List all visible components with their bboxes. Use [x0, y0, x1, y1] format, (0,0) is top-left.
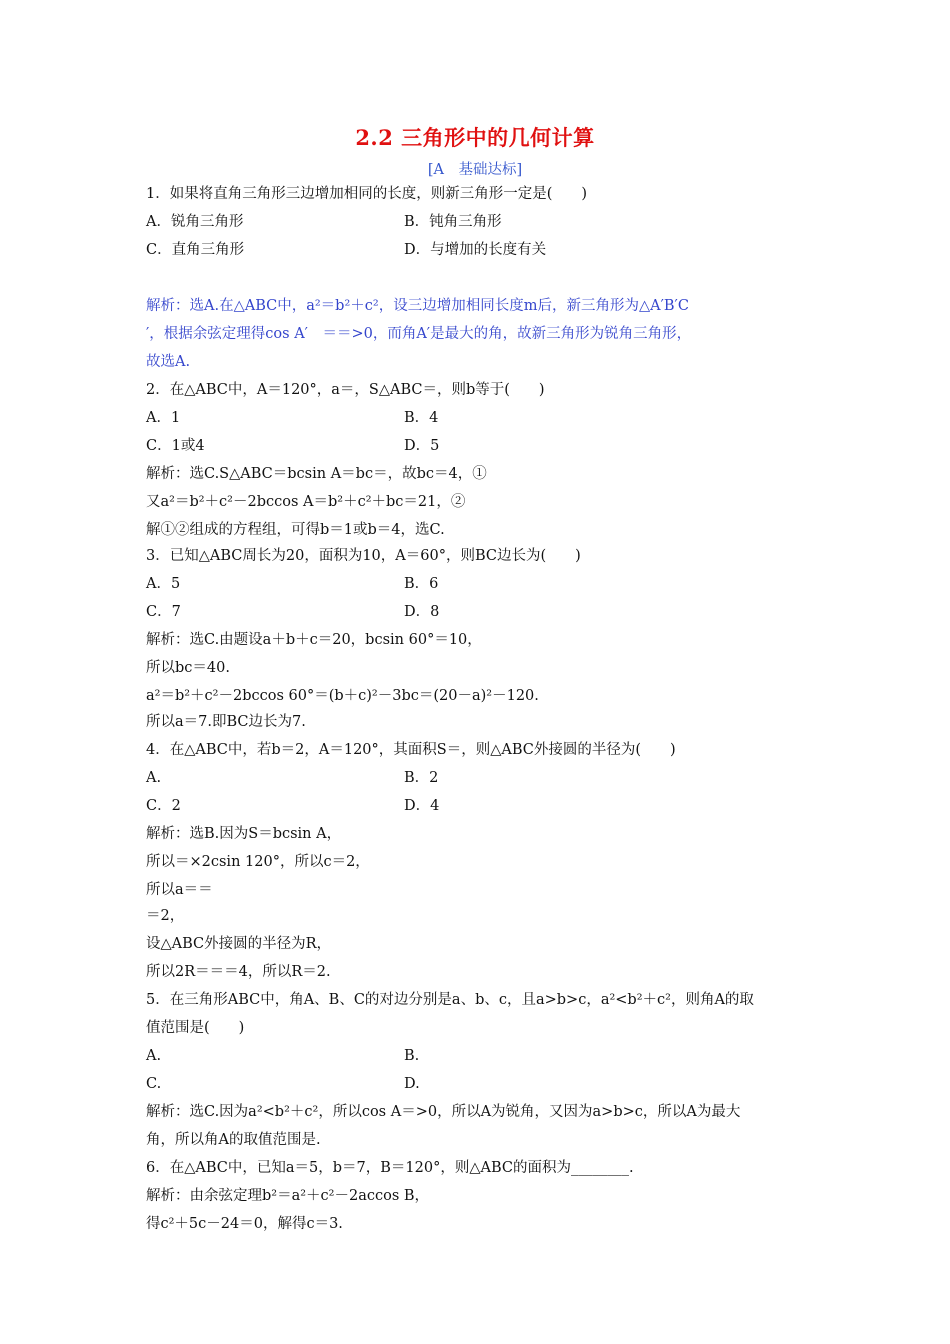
text-line: 解析：选C.因为a²<b²＋c²，所以cos A＝>0，所以A为锐角，又因为a>b>c，所以A为最大 — [146, 1104, 741, 1120]
text-line: 所以bc＝40. — [146, 660, 230, 676]
text-line: 3．已知△ABC周长为20，面积为10，A＝60°，则BC边长为( ) — [146, 548, 581, 564]
choice-option: C．2 — [146, 798, 181, 814]
text-line: 所以a＝7.即BC边长为7. — [146, 714, 306, 730]
text-line: 所以2R＝＝＝4，所以R＝2. — [146, 964, 331, 980]
text-line: 解析：选B.因为S＝bcsin A， — [146, 826, 342, 842]
text-line: 得c²＋5c－24＝0，解得c＝3. — [146, 1216, 343, 1232]
text-line: 值范围是( ) — [146, 1020, 245, 1036]
text-line: 所以a＝＝ — [146, 882, 213, 898]
choice-option: B．钝角三角形 — [404, 214, 502, 230]
choice-option: A. — [146, 770, 162, 786]
choice-option: D．4 — [404, 798, 440, 814]
choice-option: B．2 — [404, 770, 439, 786]
choice-option: C. — [146, 1076, 162, 1092]
text-line: ＝2， — [146, 908, 185, 924]
choice-option: A．1 — [146, 410, 181, 426]
text-line: 2．在△ABC中，A＝120°，a＝，S△ABC＝，则b等于( ) — [146, 382, 545, 398]
text-line: 解析：选C.由题设a＋b＋c＝20，bcsin 60°＝10， — [146, 632, 482, 648]
text-line: 1．如果将直角三角形三边增加相同的长度，则新三角形一定是( ) — [146, 186, 588, 202]
text-line: 解析：选A.在△ABC中，a²＝b²＋c²，设三边增加相同长度m后，新三角形为△A′B′C — [146, 298, 689, 314]
choice-option: C．直角三角形 — [146, 242, 245, 258]
choice-option: B. — [404, 1048, 420, 1064]
text-line: 角，所以角A的取值范围是. — [146, 1132, 321, 1148]
choice-option: B．4 — [404, 410, 439, 426]
text-line: 解析：由余弦定理b²＝a²＋c²－2accos B， — [146, 1188, 430, 1204]
choice-option: D．8 — [404, 604, 440, 620]
choice-option: A．锐角三角形 — [146, 214, 244, 230]
choice-option: D. — [404, 1076, 420, 1092]
text-line: 所以＝×2csin 120°，所以c＝2， — [146, 854, 370, 870]
text-line: 6．在△ABC中，已知a＝5，b＝7，B＝120°，则△ABC的面积为________. — [146, 1160, 634, 1176]
page-title: 2.2 三角形中的几何计算 — [355, 125, 595, 150]
choice-option: B．6 — [404, 576, 439, 592]
choice-option: D．与增加的长度有关 — [404, 242, 547, 258]
text-line: 又a²＝b²＋c²－2bccos A＝b²＋c²＋bc＝21，② — [146, 494, 466, 510]
choice-option: A. — [146, 1048, 162, 1064]
text-line: a²＝b²＋c²－2bccos 60°＝(b＋c)²－3bc＝(20－a)²－120. — [146, 688, 539, 704]
choice-option: C．7 — [146, 604, 181, 620]
section-label: [A 基础达标] — [427, 162, 523, 178]
text-line: 设△ABC外接圆的半径为R， — [146, 936, 332, 952]
choice-option: C．1或4 — [146, 438, 205, 454]
text-line: 4．在△ABC中，若b＝2，A＝120°，其面积S＝，则△ABC外接圆的半径为( ) — [146, 742, 676, 758]
text-line: 5．在三角形ABC中，角A、B、C的对边分别是a、b、c，且a>b>c，a²<b²＋c²，则角A的取 — [146, 992, 754, 1008]
text-line: 解析：选C.S△ABC＝bcsin A＝bc＝，故bc＝4，① — [146, 466, 487, 482]
text-line: ′，根据余弦定理得cos A′ ＝＝>0，而角A′是最大的角，故新三角形为锐角三角形， — [146, 326, 692, 342]
text-line: 故选A. — [146, 354, 191, 370]
text-line: 解①②组成的方程组，可得b＝1或b＝4，选C. — [146, 522, 445, 538]
choice-option: A．5 — [146, 576, 181, 592]
choice-option: D．5 — [404, 438, 440, 454]
